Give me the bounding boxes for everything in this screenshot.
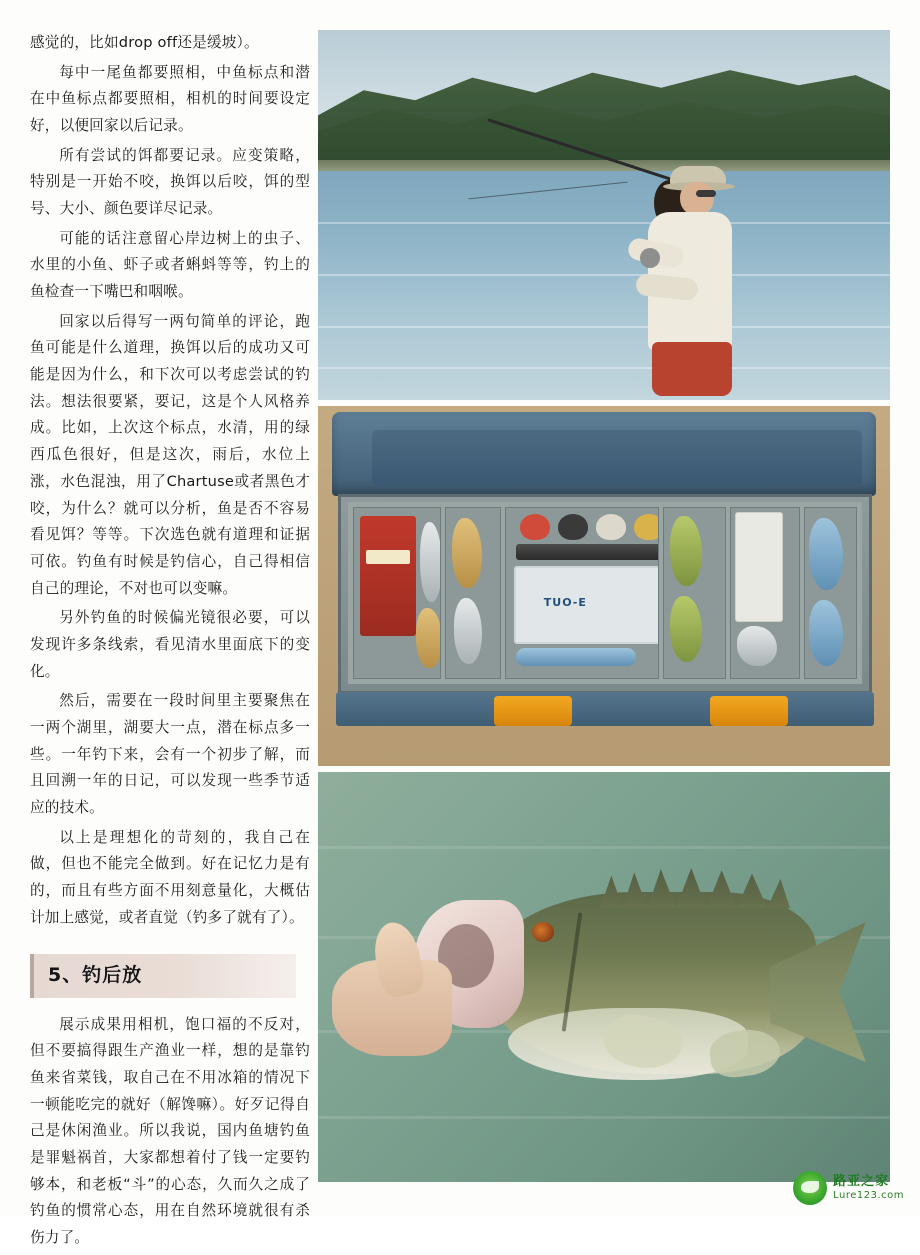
fishing-reel (640, 248, 660, 268)
skirted-jig-gold (634, 514, 659, 540)
tacklebox-lid-inner (372, 430, 862, 486)
lure-silver (420, 522, 441, 602)
lure-gold (452, 518, 482, 588)
skirted-jig-white (596, 514, 626, 540)
water-ripple (318, 222, 890, 224)
section-heading-label: 5、钓后放 (48, 964, 143, 987)
water-ripple (318, 274, 890, 276)
paragraph: 可能的话注意留心岸边树上的虫子、水里的小鱼、虾子或者蝌蚪等等，钓上的鱼检查一下嘴巴和咽喉。 (30, 229, 310, 301)
tray-compartment (804, 507, 857, 679)
lure-minnow-blue (516, 648, 636, 666)
water-ripple (318, 846, 890, 849)
watermark-cn: 路亚之家 (833, 1174, 890, 1190)
lure-crankbait-blue (809, 518, 843, 590)
angler-shorts (652, 342, 732, 396)
water-ripple (318, 367, 890, 369)
photo-column (318, 30, 890, 1188)
tacklebox-tray (348, 502, 862, 684)
tray-compartment (445, 507, 501, 679)
leaf-logo-icon (793, 1171, 827, 1205)
fish-eye (532, 922, 554, 942)
paragraph: 每中一尾鱼都要照相，中鱼标点和潜在中鱼标点都要照相，相机的时间要设定好，以便回家以后记录。 (30, 63, 310, 135)
water-ripple (318, 326, 890, 328)
clear-lure-box (514, 566, 659, 644)
skirted-jig-black (558, 514, 588, 540)
lure-tray-divider (516, 544, 659, 560)
lure-gold (416, 608, 441, 668)
section-heading (30, 954, 296, 998)
article-text-column (30, 30, 310, 1255)
paragraph: 所有尝试的饵都要记录。应变策略，特别是一开始不咬，换饵以后咬，饵的型号、大小、颜色要详尽记录。 (30, 146, 310, 218)
paragraph: 然后，需要在一段时间里主要聚焦在一两个湖里，湖要大一点，潜在标点多一些。一年钓下来，会有一个初步了解，而且回溯一年的日记，可以发现一些季节适应的技术。 (30, 692, 310, 817)
tacklebox-photo (318, 406, 890, 766)
lure-crankbait-blue (809, 600, 843, 666)
lure-silver (454, 598, 482, 664)
watermark-en: Lure123.com (833, 1189, 904, 1201)
lure-swimbait-green (670, 516, 702, 586)
site-watermark (793, 1171, 904, 1205)
tacklebox-lid (332, 412, 876, 496)
tray-compartment (663, 507, 726, 679)
bass-photo (318, 772, 890, 1182)
paragraph: 回家以后得写一两句简单的评论，跑鱼可能是什么道理，换饵以后的成功又可能是因为什么，和下次可以考虑尝试的钓法。想法很要紧，要记，这是个人风格养成。比如，上次这个标点，水清，用的绿西瓜色很好，但是这次，雨后，水位上涨，水色混浊，用了Chartuse或者黑色才咬，为什么？就可以分析，鱼是否不容易看见饵？等等。下次选色就有道理和证据可依。钓鱼有时候是钓信心，自己得相信自己的理论，不对也可以变嘛。 (30, 312, 310, 597)
paragraph: 感觉的，比如drop off还是缓坡）。 (30, 34, 259, 51)
lake-water (318, 171, 890, 400)
paragraph: 另外钓鱼的时候偏光镜很必要，可以发现许多条线索，看见清水里面底下的变化。 (30, 609, 310, 680)
tray-compartment (730, 507, 800, 679)
tray-compartment (353, 507, 441, 679)
sunglasses-icon (696, 190, 716, 197)
brand-label: TUO-E (543, 596, 587, 609)
lure-swimbait-green (670, 596, 702, 662)
tacklebox-latch-left (494, 696, 572, 726)
angler-photo (318, 30, 890, 400)
lure-package-white (735, 512, 783, 622)
tacklebox-latch-right (710, 696, 788, 726)
paragraph: 展示成果用相机，饱口福的不反对，但不要搞得跟生产渔业一样，想的是靠钓鱼来省菜钱，取自己在不用冰箱的情况下一顿能吃完的就好（解馋嘛）。好歹记得自己是休闲渔业。所以我说，国内鱼塘钓鱼是罪魁祸首，大家都想着付了钱一定要钓够本，和老板“斗”的心态，久而久之成了钓鱼的惯常心态，用在自然环境就很有杀伤力了。 (30, 1015, 310, 1247)
lure-package-red (360, 516, 416, 636)
lure-spoon (737, 626, 777, 666)
paragraph: 以上是理想化的苛刻的，我自己在做，但也不能完全做到。好在记忆力是有的，而且有些方面不用刻意量化，大概估计加上感觉，或者直觉（钓多了就有了）。 (30, 828, 310, 926)
watermark-text (833, 1175, 904, 1200)
skirted-jig-red (520, 514, 550, 540)
water-ripple (318, 1116, 890, 1119)
tacklebox-base (336, 692, 874, 726)
tray-compartment (505, 507, 659, 679)
angler-face (680, 182, 714, 216)
